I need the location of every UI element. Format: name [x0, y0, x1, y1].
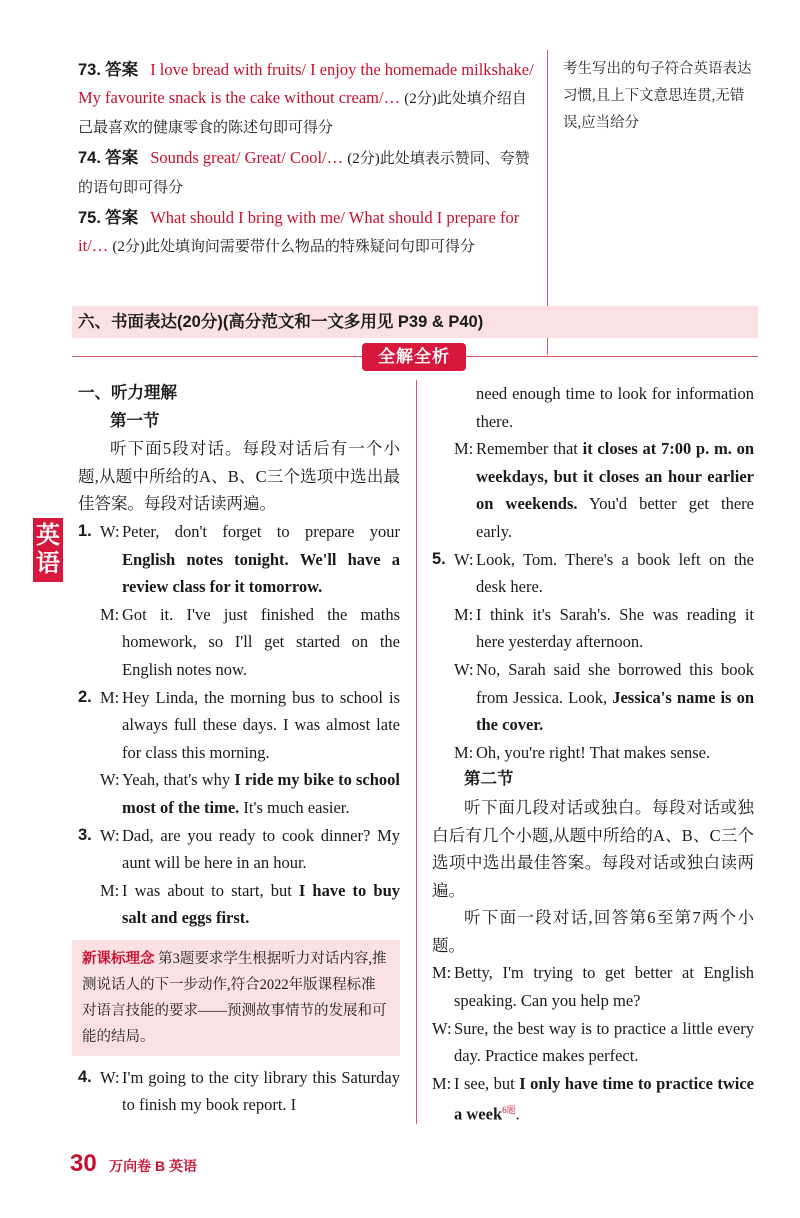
dialogue-line: M: Got it. I've just finished the maths homework, so I'll get started on the English notes now.: [100, 604, 400, 679]
dialogue-continuation: need enough time to look for information there.: [476, 384, 754, 431]
answer-74: 74. 答案 Sounds great/ Great/ Cool/… (2分)此处填表示赞同、夸赞的语句即可得分: [78, 148, 530, 196]
page-footer: [70, 1150, 197, 1178]
answer-text: I love bread with fruits/ I enjoy the homemade milkshake/ My favourite snack is the cake without cream/…: [78, 60, 534, 107]
answer-text: What should I bring with me/ What should I prepare for it/…: [78, 208, 520, 255]
curriculum-note-box: [72, 940, 400, 1056]
dialogue-line: W: No, Sarah said she borrowed this book from Jessica. Look, Jessica's name is on the cover.: [454, 659, 754, 735]
part-two-intro: 听下面几段对话或独白。每段对话或独白后有几个小题,从题中所给的A、B、C三个选项中选出最佳答案。每段对话或独白读两遍。: [432, 797, 754, 900]
side-note: 考生写出的句子符合英语表达习惯,且上下文意思连贯,无错误,应当给分: [563, 61, 752, 131]
dialogue-line: 1. W: Peter, don't forget to prepare your English notes tonight. We'll have a review class for it tomorrow.: [78, 521, 401, 597]
dialogue-line: M: I was about to start, but I have to buy salt and eggs first.: [100, 880, 400, 928]
column-divider: [416, 380, 417, 1124]
answer-73: 73. 答案 I love bread with fruits/ I enjoy the homemade milkshake/ My favourite snack is the cake without cream/… (2分)此处填介绍自己最喜欢的健康零食的陈述句即可得分: [78, 60, 534, 136]
listening-heading: 一、听力理解: [78, 384, 177, 402]
page-number: 30: [70, 1150, 97, 1177]
dialogue-line: W: Sure, the best way is to practice a little every day. Practice makes perfect.: [432, 1018, 754, 1066]
dialogue-line: 5. W: Look, Tom. There's a book left on the desk here.: [432, 549, 754, 597]
dialogue-line: 2. M: Hey Linda, the morning bus to school is always full these days. I was almost late for class this morning.: [78, 687, 400, 762]
part-one-intro: 听下面5段对话。每段对话后有一个小题,从题中所给的A、B、C三个选项中选出最佳答案。每段对话读两遍。: [78, 439, 400, 514]
dialogue-line: M: I think it's Sarah's. She was reading it here yesterday afternoon.: [454, 604, 754, 652]
question-marker: 6题: [502, 1105, 516, 1116]
right-column: [432, 380, 754, 1129]
dialogue-line: W: Yeah, that's why I ride my bike to school most of the time. It's much easier.: [100, 770, 400, 817]
curriculum-note-text: 第3题要求学生根据听力对话内容,推测说话人的下一步动作,符合2022年版课程标准对语言技能的要求——预测故事情节的发展和可能的结局。: [82, 950, 387, 1045]
left-column: [78, 380, 400, 1119]
dialogue-line: 4. W: I'm going to the city library this Saturday to finish my book report. I: [78, 1067, 400, 1115]
dialogue-line: M: Betty, I'm trying to get better at English speaking. Can you help me?: [432, 963, 754, 1011]
part-two-heading: 第二节: [464, 770, 514, 789]
answer-note: (2分)此处填询问需要带什么物品的特殊疑问句即可得分: [112, 239, 475, 255]
answers-block: [78, 56, 536, 263]
footer-title: 万向卷 B 英语: [109, 1158, 198, 1174]
dialogue-line: M: I see, but I only have time to practice twice a week$^{6题}$.: [432, 1073, 755, 1124]
part-one-heading: 第一节: [110, 411, 160, 430]
answer-note: (2分)此处填表示赞同、夸赞的语句即可得分: [78, 151, 530, 196]
answer-text: Sounds great/ Great/ Cool/…: [150, 148, 344, 167]
dialogue-line: 3. W: Dad, are you ready to cook dinner? My aunt will be here in an hour.: [78, 825, 400, 873]
curriculum-note-title: 新课标理念: [82, 950, 155, 967]
answer-75: 75. 答案 What should I bring with me/ What should I prepare for it/… (2分)此处填询问需要带什么物品的特殊疑问句即可得分: [78, 208, 520, 255]
section-six-heading: 六、书面表达(20分)(高分范文和一文多用见 P39 & P40): [72, 306, 758, 338]
full-analysis-badge: 全解全析: [362, 343, 466, 371]
dialogue-line: M: Remember that it closes at 7:00 p. m. on weekdays, but it closes an hour earlier on weekends. You'd better get there early.: [454, 439, 754, 541]
answer-note: (2分)此处填介绍自己最喜欢的健康零食的陈述句即可得分: [78, 91, 527, 136]
dialogue-instruction: 听下面一段对话,回答第6至第7两个小题。: [432, 908, 754, 955]
subject-side-tab: 英语: [33, 518, 63, 582]
dialogue-line: M: Oh, you're right! That makes sense.: [454, 742, 711, 762]
